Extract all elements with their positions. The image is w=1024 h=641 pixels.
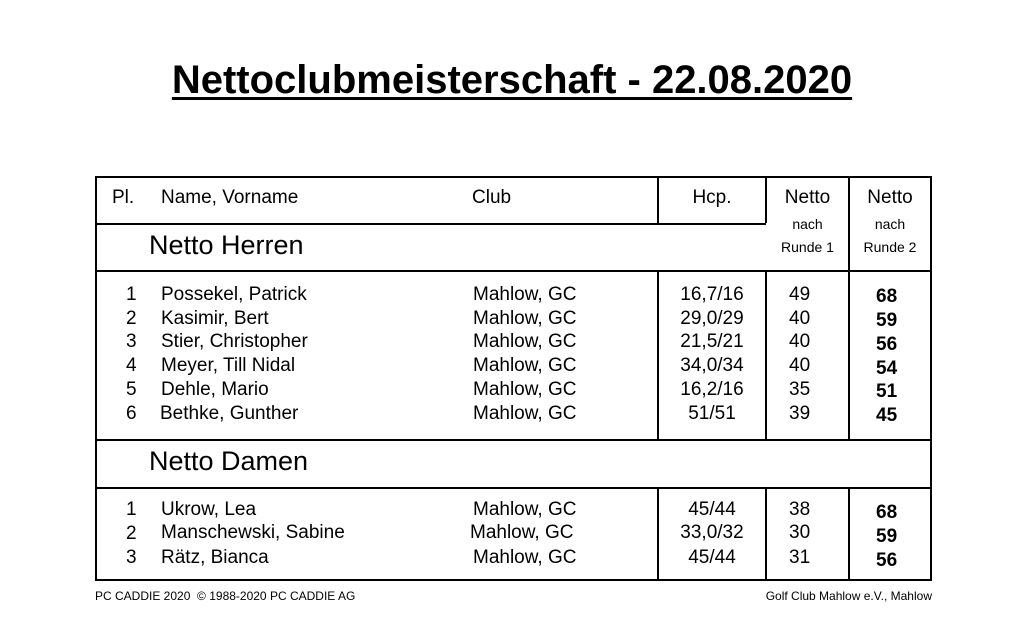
cell-netto1: 40 — [789, 355, 811, 376]
cell-netto2: 56 — [876, 550, 898, 571]
cell-hcp: 16,2/16 — [680, 379, 744, 400]
cell-netto1: 40 — [789, 308, 811, 329]
cell-name: Possekel, Patrick — [161, 284, 307, 305]
cell-netto1: 39 — [789, 403, 811, 424]
cell-hcp: 51/51 — [688, 403, 736, 424]
cell-name: Ukrow, Lea — [161, 499, 257, 520]
cell-pl: 1 — [126, 284, 137, 305]
divider-header — [95, 223, 766, 225]
cell-pl: 5 — [126, 379, 137, 400]
header-netto1: Netto — [784, 187, 831, 208]
footer-club: Golf Club Mahlow e.V., Mahlow — [765, 589, 932, 603]
cell-hcp: 34,0/34 — [680, 355, 744, 376]
cell-club: Mahlow, GC — [473, 284, 577, 305]
cell-netto1: 49 — [789, 284, 811, 305]
cell-name: Rätz, Bianca — [161, 547, 269, 568]
cell-netto1: 38 — [789, 499, 811, 520]
header-club: Club — [472, 187, 512, 208]
cell-club: Mahlow, GC — [473, 403, 577, 424]
divider-damen — [95, 487, 932, 489]
header-netto2-runde: Runde 2 — [863, 239, 917, 255]
cell-pl: 6 — [126, 403, 137, 424]
cell-club: Mahlow, GC — [473, 331, 577, 352]
section-label-herren: Netto Herren — [149, 230, 304, 260]
cell-pl: 4 — [126, 355, 137, 376]
cell-club: Mahlow, GC — [473, 547, 577, 568]
cell-hcp: 45/44 — [688, 547, 736, 568]
header-name: Name, Vorname — [161, 187, 299, 208]
header-netto1-nach: nach — [792, 216, 823, 232]
cell-name: Manschewski, Sabine — [161, 522, 345, 543]
cell-hcp: 16,7/16 — [680, 284, 744, 305]
header-netto2: Netto — [867, 187, 913, 208]
cell-club: Mahlow, GC — [473, 499, 577, 520]
page-title: Nettoclubmeisterschaft - 22.08.2020 — [171, 58, 853, 102]
cell-netto2: 45 — [876, 405, 898, 426]
cell-club: Mahlow, GC — [473, 308, 577, 329]
cell-pl: 2 — [126, 523, 137, 544]
header-netto2-nach: nach — [874, 216, 906, 232]
cell-pl: 3 — [126, 331, 137, 352]
footer-copyright: PC CADDIE 2020 © 1988-2020 PC CADDIE AG — [95, 589, 356, 603]
cell-name: Kasimir, Bert — [161, 308, 269, 329]
cell-netto2: 56 — [876, 334, 898, 355]
divider-herren-end — [95, 439, 932, 441]
cell-netto1: 30 — [789, 522, 811, 543]
header-pl: Pl. — [112, 187, 135, 208]
divider-herren — [95, 270, 932, 272]
cell-pl: 2 — [126, 308, 137, 329]
cell-pl: 1 — [126, 499, 137, 520]
cell-name: Meyer, Till Nidal — [161, 355, 296, 376]
divider-hcp-netto1 — [765, 270, 767, 439]
cell-netto2: 51 — [876, 381, 898, 402]
cell-hcp: 45/44 — [688, 499, 736, 520]
cell-name: Dehle, Mario — [161, 379, 269, 400]
cell-netto2: 59 — [876, 310, 898, 331]
cell-netto2: 54 — [876, 358, 898, 379]
divider-hcp-netto1 — [765, 487, 767, 581]
header-netto1-runde: Runde 1 — [781, 239, 834, 255]
cell-hcp: 33,0/32 — [680, 522, 744, 543]
divider-netto1-netto2 — [848, 487, 850, 581]
cell-netto2: 59 — [876, 526, 898, 547]
cell-club: Mahlow, GC — [470, 522, 574, 543]
cell-netto1: 31 — [789, 547, 811, 568]
cell-netto2: 68 — [876, 286, 898, 307]
cell-netto2: 68 — [876, 502, 898, 523]
cell-hcp: 21,5/21 — [680, 331, 744, 352]
cell-club: Mahlow, GC — [473, 355, 577, 376]
section-label-damen: Netto Damen — [149, 446, 309, 476]
cell-pl: 3 — [126, 547, 137, 568]
header-hcp: Hcp. — [692, 187, 732, 208]
cell-club: Mahlow, GC — [473, 379, 577, 400]
cell-hcp: 29,0/29 — [680, 308, 744, 329]
cell-netto1: 35 — [789, 379, 811, 400]
cell-name: Stier, Christopher — [161, 331, 308, 352]
cell-netto1: 40 — [789, 331, 811, 352]
cell-name: Bethke, Gunther — [160, 403, 299, 424]
